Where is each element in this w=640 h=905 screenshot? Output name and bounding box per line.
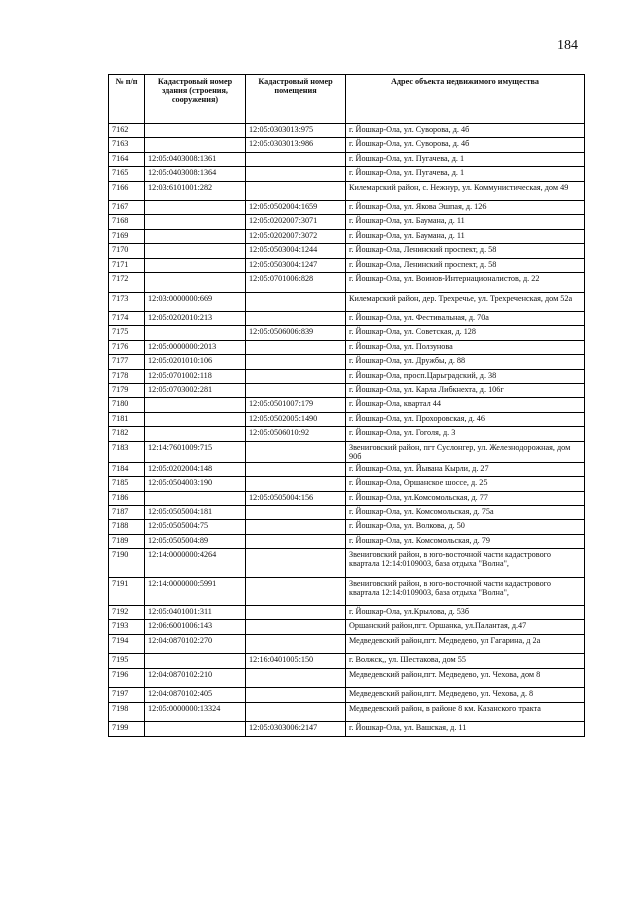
cell-address: г. Йошкар-Ола, ул. Дружбы, д. 88	[346, 355, 585, 369]
cell-index: 7183	[109, 441, 145, 462]
cell-index: 7186	[109, 491, 145, 505]
cell-index: 7175	[109, 326, 145, 340]
page-number: 184	[557, 38, 578, 53]
cell-building-cadastral: 12:05:0202004:148	[145, 462, 246, 476]
cell-index: 7197	[109, 688, 145, 702]
cell-building-cadastral: 12:05:0505004:89	[145, 534, 246, 548]
cell-premises-cadastral: 12:05:0506006:839	[246, 326, 346, 340]
header-index: № п/п	[109, 75, 145, 124]
cell-premises-cadastral	[246, 549, 346, 578]
cell-address: г. Йошкар-Ола, просп.Царьградский, д. 38	[346, 369, 585, 383]
cell-address: г. Йошкар-Ола, ул. Суворова, д. 4б	[346, 138, 585, 152]
cell-index: 7170	[109, 244, 145, 258]
table-row	[109, 292, 585, 312]
table-row	[109, 215, 585, 229]
cell-index: 7169	[109, 229, 145, 243]
cell-premises-cadastral	[246, 702, 346, 722]
cell-index: 7178	[109, 369, 145, 383]
cell-address: г. Йошкар-Ола, квартал 44	[346, 398, 585, 412]
cell-building-cadastral: 12:04:0870102:405	[145, 688, 246, 702]
cell-building-cadastral	[145, 722, 246, 736]
cell-building-cadastral: 12:04:0870102:270	[145, 634, 246, 654]
cell-building-cadastral	[145, 201, 246, 215]
cell-building-cadastral	[145, 491, 246, 505]
table-row	[109, 398, 585, 412]
cell-index: 7193	[109, 620, 145, 634]
cell-building-cadastral: 12:05:0504003:190	[145, 477, 246, 491]
table-row	[109, 534, 585, 548]
cell-building-cadastral: 12:05:0701002:118	[145, 369, 246, 383]
cell-building-cadastral	[145, 654, 246, 668]
cell-address: г. Йошкар-Ола, Оршанское шоссе, д. 25	[346, 477, 585, 491]
cell-address: г. Йошкар-Ола, ул. Вашская, д. 11	[346, 722, 585, 736]
cell-building-cadastral: 12:03:0000000:669	[145, 292, 246, 312]
cell-building-cadastral: 12:05:0202010:213	[145, 312, 246, 326]
cell-premises-cadastral: 12:05:0506010:92	[246, 427, 346, 441]
table-row	[109, 369, 585, 383]
cell-index: 7187	[109, 505, 145, 519]
cell-premises-cadastral	[246, 534, 346, 548]
registry-table	[108, 74, 585, 737]
table-row	[109, 124, 585, 138]
cell-premises-cadastral	[246, 462, 346, 476]
cell-address: г. Йошкар-Ола, ул. Пугачева, д. 1	[346, 167, 585, 181]
table-row	[109, 273, 585, 293]
table-row	[109, 688, 585, 702]
cell-address: Килемарский район, с. Нежнур, ул. Коммунистическая, дом 49	[346, 181, 585, 201]
cell-premises-cadastral	[246, 181, 346, 201]
cell-building-cadastral	[145, 412, 246, 426]
cell-building-cadastral: 12:14:0000000:5991	[145, 577, 246, 606]
cell-index: 7181	[109, 412, 145, 426]
table-row	[109, 312, 585, 326]
cell-address: г. Йошкар-Ола, ул. Комсомольская, д. 75а	[346, 505, 585, 519]
table-row	[109, 654, 585, 668]
cell-address: Медведевский район,пгт. Медведево, ул. Чехова, дом 8	[346, 668, 585, 688]
table-row	[109, 520, 585, 534]
cell-index: 7179	[109, 383, 145, 397]
table-row	[109, 722, 585, 736]
cell-building-cadastral	[145, 215, 246, 229]
cell-premises-cadastral	[246, 383, 346, 397]
cell-address: г. Йошкар-Ола, ул. Йывана Кырли, д. 27	[346, 462, 585, 476]
cell-address: г. Йошкар-Ола, ул. Якова Эшпая, д. 126	[346, 201, 585, 215]
cell-building-cadastral: 12:05:0201010:106	[145, 355, 246, 369]
cell-index: 7172	[109, 273, 145, 293]
cell-index: 7176	[109, 340, 145, 354]
cell-premises-cadastral: 12:05:0505004:156	[246, 491, 346, 505]
cell-building-cadastral	[145, 398, 246, 412]
cell-address: г. Йошкар-Ола, ул. Гоголя, д. 3	[346, 427, 585, 441]
cell-premises-cadastral: 12:16:0401005:150	[246, 654, 346, 668]
cell-address: Звениговский район, в юго-восточной части кадастрового квартала 12:14:0109003, база отдыха "Волна",	[346, 549, 585, 578]
cell-index: 7171	[109, 258, 145, 272]
cell-index: 7195	[109, 654, 145, 668]
cell-index: 7190	[109, 549, 145, 578]
table-row	[109, 549, 585, 578]
table-row	[109, 606, 585, 620]
table-row	[109, 427, 585, 441]
cell-address: г. Йошкар-Ола, ул. Ползунова	[346, 340, 585, 354]
table-row	[109, 244, 585, 258]
cell-index: 7165	[109, 167, 145, 181]
cell-premises-cadastral: 12:05:0303013:986	[246, 138, 346, 152]
cell-building-cadastral: 12:05:0000000:2013	[145, 340, 246, 354]
table-row	[109, 462, 585, 476]
header-building-cadastral: Кадастровый номер здания (строения, сооружения)	[145, 75, 246, 124]
cell-building-cadastral	[145, 427, 246, 441]
cell-premises-cadastral: 12:05:0503004:1244	[246, 244, 346, 258]
cell-premises-cadastral: 12:05:0502004:1659	[246, 201, 346, 215]
cell-address: Медведевский район,пгт. Медведево, ул Гагарина, д 2а	[346, 634, 585, 654]
cell-address: Килемарский район, дер. Трехречье, ул. Трехреченская, дом 52а	[346, 292, 585, 312]
cell-building-cadastral	[145, 244, 246, 258]
header-premises-cadastral: Кадастровый номер помещения	[246, 75, 346, 124]
table-row	[109, 326, 585, 340]
cell-premises-cadastral	[246, 355, 346, 369]
table-row	[109, 181, 585, 201]
cell-premises-cadastral	[246, 634, 346, 654]
cell-index: 7168	[109, 215, 145, 229]
cell-address: г. Йошкар-Ола, ул. Волкова, д. 50	[346, 520, 585, 534]
cell-address: г. Йошкар-Ола, ул. Пугачева, д. 1	[346, 152, 585, 166]
cell-index: 7180	[109, 398, 145, 412]
table-row	[109, 258, 585, 272]
cell-building-cadastral: 12:04:0870102:210	[145, 668, 246, 688]
cell-index: 7196	[109, 668, 145, 688]
table-row	[109, 505, 585, 519]
cell-index: 7185	[109, 477, 145, 491]
cell-building-cadastral	[145, 138, 246, 152]
cell-index: 7198	[109, 702, 145, 722]
cell-index: 7191	[109, 577, 145, 606]
cell-index: 7167	[109, 201, 145, 215]
table-row	[109, 441, 585, 462]
table-row	[109, 340, 585, 354]
cell-building-cadastral: 12:06:6001006:143	[145, 620, 246, 634]
cell-building-cadastral: 12:05:0403008:1361	[145, 152, 246, 166]
cell-building-cadastral	[145, 273, 246, 293]
cell-address: Звениговский район, пгт Суслонгер, ул. Железнодорожная, дом 90б	[346, 441, 585, 462]
cell-building-cadastral: 12:14:0000000:4264	[145, 549, 246, 578]
table-row	[109, 412, 585, 426]
cell-address: г. Йошкар-Ола, ул. Баумана, д. 11	[346, 215, 585, 229]
table-row	[109, 138, 585, 152]
cell-address: г. Йошкар-Ола, ул. Комсомольская, д. 79	[346, 534, 585, 548]
cell-building-cadastral: 12:05:0401001:311	[145, 606, 246, 620]
cell-premises-cadastral	[246, 477, 346, 491]
table-row	[109, 229, 585, 243]
cell-address: г. Йошкар-Ола, ул. Баумана, д. 11	[346, 229, 585, 243]
table-row	[109, 167, 585, 181]
cell-address: г. Йошкар-Ола, Ленинский проспект, д. 58	[346, 258, 585, 272]
cell-index: 7182	[109, 427, 145, 441]
cell-address: Медведевский район,пгт. Медведево, ул. Чехова, д. 8	[346, 688, 585, 702]
cell-building-cadastral: 12:05:0403008:1364	[145, 167, 246, 181]
cell-premises-cadastral	[246, 688, 346, 702]
cell-premises-cadastral	[246, 620, 346, 634]
cell-building-cadastral	[145, 229, 246, 243]
cell-building-cadastral	[145, 124, 246, 138]
table-header-row	[109, 75, 585, 124]
cell-premises-cadastral	[246, 577, 346, 606]
cell-premises-cadastral: 12:05:0701006:828	[246, 273, 346, 293]
cell-address: г. Йошкар-Ола, ул. Фестивальная, д. 70а	[346, 312, 585, 326]
cell-index: 7166	[109, 181, 145, 201]
table-row	[109, 577, 585, 606]
table-row	[109, 355, 585, 369]
table-row	[109, 620, 585, 634]
table-row	[109, 383, 585, 397]
cell-address: г. Йошкар-Ола, ул. Воинов-Интернационалистов, д. 22	[346, 273, 585, 293]
table-row	[109, 491, 585, 505]
cell-index: 7177	[109, 355, 145, 369]
cell-premises-cadastral	[246, 606, 346, 620]
cell-premises-cadastral	[246, 520, 346, 534]
cell-address: г. Йошкар-Ола, Ленинский проспект, д. 58	[346, 244, 585, 258]
cell-index: 7164	[109, 152, 145, 166]
cell-premises-cadastral: 12:05:0501007:179	[246, 398, 346, 412]
cell-premises-cadastral: 12:05:0303013:975	[246, 124, 346, 138]
table-row	[109, 668, 585, 688]
cell-building-cadastral	[145, 258, 246, 272]
cell-address: г. Йошкар-Ола, ул. Советская, д. 128	[346, 326, 585, 340]
cell-premises-cadastral	[246, 441, 346, 462]
cell-index: 7162	[109, 124, 145, 138]
cell-address: г. Йошкар-Ола, ул. Суворова, д. 4б	[346, 124, 585, 138]
cell-address: г. Йошкар-Ола, ул.Комсомольская, д. 77	[346, 491, 585, 505]
cell-building-cadastral: 12:14:7601009:715	[145, 441, 246, 462]
cell-premises-cadastral	[246, 292, 346, 312]
cell-address: Оршанский район,пгт. Оршанка, ул.Палантая, д.47	[346, 620, 585, 634]
cell-premises-cadastral	[246, 505, 346, 519]
cell-premises-cadastral	[246, 167, 346, 181]
table-row	[109, 201, 585, 215]
cell-address: г. Волжск,, ул. Шестакова, дом 55	[346, 654, 585, 668]
header-address: Адрес объекта недвижимого имущества	[346, 75, 585, 124]
cell-premises-cadastral: 12:05:0502005:1490	[246, 412, 346, 426]
cell-index: 7192	[109, 606, 145, 620]
cell-premises-cadastral	[246, 668, 346, 688]
cell-building-cadastral: 12:03:6101001:282	[145, 181, 246, 201]
cell-premises-cadastral: 12:05:0503004:1247	[246, 258, 346, 272]
table-row	[109, 702, 585, 722]
cell-building-cadastral: 12:05:0000000:13324	[145, 702, 246, 722]
cell-premises-cadastral: 12:05:0303006:2147	[246, 722, 346, 736]
cell-index: 7173	[109, 292, 145, 312]
table-row	[109, 634, 585, 654]
cell-building-cadastral	[145, 326, 246, 340]
cell-index: 7188	[109, 520, 145, 534]
cell-building-cadastral: 12:05:0505004:181	[145, 505, 246, 519]
table-row	[109, 477, 585, 491]
cell-building-cadastral: 12:05:0505004:75	[145, 520, 246, 534]
cell-index: 7163	[109, 138, 145, 152]
cell-address: Медведевский район, в районе 8 км. Казанского тракта	[346, 702, 585, 722]
cell-index: 7189	[109, 534, 145, 548]
cell-index: 7184	[109, 462, 145, 476]
cell-index: 7194	[109, 634, 145, 654]
cell-address: г. Йошкар-Ола, ул. Карла Либкнехта, д. 106г	[346, 383, 585, 397]
cell-premises-cadastral	[246, 369, 346, 383]
cell-address: Звениговский район, в юго-восточной части кадастрового квартала 12:14:0109003, база отдыха "Волна",	[346, 577, 585, 606]
cell-premises-cadastral	[246, 312, 346, 326]
cell-address: г. Йошкар-Ола, ул. Прохоровская, д. 46	[346, 412, 585, 426]
cell-premises-cadastral: 12:05:0202007:3072	[246, 229, 346, 243]
table-row	[109, 152, 585, 166]
cell-building-cadastral: 12:05:0703002:281	[145, 383, 246, 397]
cell-premises-cadastral: 12:05:0202007:3071	[246, 215, 346, 229]
cell-premises-cadastral	[246, 152, 346, 166]
cell-index: 7174	[109, 312, 145, 326]
cell-premises-cadastral	[246, 340, 346, 354]
cell-index: 7199	[109, 722, 145, 736]
cell-address: г. Йошкар-Ола, ул.Крылова, д. 53б	[346, 606, 585, 620]
